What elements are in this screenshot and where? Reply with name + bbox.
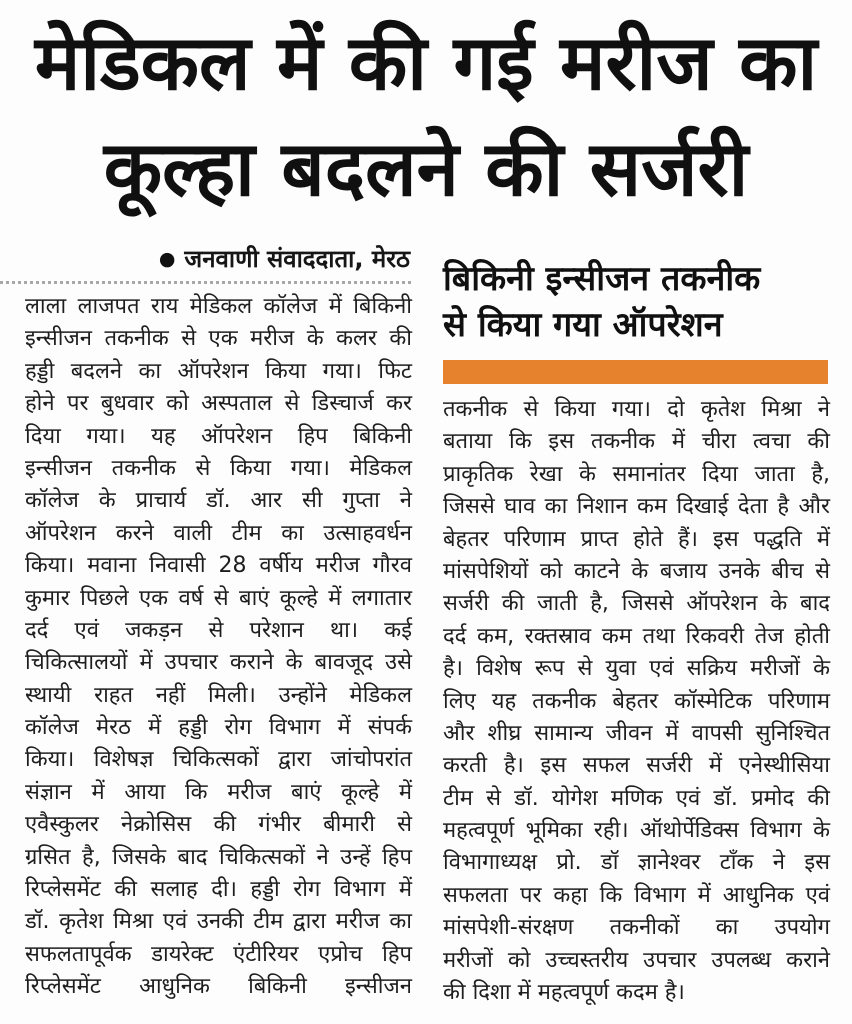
article-headline [0,10,852,222]
text-line: करती है। इस सफल सर्जरी में एनेस्थीसिया [443,753,830,779]
text-line: संज्ञान में आया कि मरीज बाएं कूल्हे में [25,779,412,805]
text-line: मांसपेशियों को काटने के बजाय उनके बीच से [443,558,830,584]
text-line: डॉ. कृतेश मिश्रा एवं उनकी टीम द्वारा मरीज का [25,909,412,935]
text-line: सफलता पर कहा कि विभाग में आधुनिक एवं [443,882,830,908]
byline-text: जनवाणी संवाददाता, मेरठ [184,245,410,273]
text-line: किया। मवाना निवासी 28 वर्षीय मरीज गौरव [25,553,412,579]
text-line: होने पर बुधवार को अस्पताल से डिस्चार्ज कर [25,391,412,417]
text-line: जिससे घाव का निशान कम दिखाई देता है और [443,494,830,520]
text-line: टीम से डॉ. योगेश मणिक एवं डॉ. प्रमोद की [443,785,830,811]
text-line: कॉलेज मेरठ में हड्डी रोग विभाग में संपर्क [25,715,412,741]
text-line: स्थायी राहत नहीं मिली। उन्होंने मेडिकल [25,682,412,708]
text-line: लिए यह तकनीक बेहतर कॉस्मेटिक परिणाम [443,688,830,714]
text-line: मांसपेशी-संरक्षण तकनीकों का उपयोग [443,915,830,941]
text-line: ग्रसित है, जिसके बाद चिकित्सकों ने उन्हें हिप [25,844,412,870]
right-column [443,256,830,1009]
text-line: मरीजों को उच्चस्तरीय उपचार उपलब्ध कराने [443,947,830,973]
headline-line-2: कूल्हा बदलने की सर्जरी [103,124,749,213]
text-line: कुमार पिछले एक वर्ष से बाएं कूल्हे में लगातार [25,585,412,611]
byline-divider [0,281,411,284]
text-line: विभागाध्यक्ष प्रो. डॉ ज्ञानेश्वर टाँक ने इस [443,850,830,876]
text-line: तकनीक से किया गया। दो कृतेश मिश्रा ने [443,397,830,422]
text-line: एवैस्कुलर नेक्रोसिस की गंभीर बीमारी से [25,812,412,838]
left-column [25,291,412,1004]
subheadline-line-2: से किया गया ऑपरेशन [443,305,723,345]
text-line: बताया कि इस तकनीक में चीरा त्वचा की [443,429,830,455]
text-line: महत्वपूर्ण भूमिका रही। ऑथोर्पेडिक्स विभाग के [443,818,830,844]
text-line: इन्सीजन तकनीक से किया गया। मेडिकल [25,455,412,481]
article-body-left [25,291,412,1004]
text-line: लाला लाजपत राय मेडिकल कॉलेज में बिकिनी [25,294,412,319]
text-line: रिप्लेसमेंट आधुनिक बिकिनी इन्सीजन [25,974,412,1000]
article-body-right [443,394,830,1009]
subheadline [443,256,830,348]
text-line: दर्द एवं जकड़न से परेशान था। कई [25,617,412,643]
text-line: हड्डी बदलने का ऑपरेशन किया गया। फिट [25,358,412,384]
text-line: सर्जरी की जाती है, जिससे ऑपरेशन के बाद [443,591,830,617]
text-line: और शीघ्र सामान्य जीवन में वापसी सुनिश्चित [443,720,830,746]
text-line: ऑपरेशन करने वाली टीम का उत्साहवर्धन [25,520,412,546]
text-line: सफलतापूर्वक डायरेक्ट एंटीरियर एप्रोच हिप [25,941,412,967]
headline-line-1: मेडिकल में की गई मरीज का [34,18,818,107]
text-line: चिकित्सालयों में उपचार कराने के बावजूद उसे [25,650,412,676]
text-line: इन्सीजन तकनीक से एक मरीज के कलर की [25,326,412,352]
text-line: दर्द कम, रक्तस्राव कम तथा रिकवरी तेज होती [443,623,830,649]
text-line: किया। विशेषज्ञ चिकित्सकों द्वारा जांचोपरांत [25,747,412,773]
text-line: रिप्लेसमेंट की सलाह दी। हड्डी रोग विभाग में [25,877,412,903]
text-line: प्राकृतिक रेखा के समानांतर दिया जाता है, [443,461,830,487]
bullet-icon: ● [158,248,176,270]
text-line: है। विशेष रूप से युवा एवं सक्रिय मरीजों के [443,656,830,682]
text-line: की दिशा में महत्वपूर्ण कदम है। [443,980,685,1006]
subheadline-line-1: बिकिनी इन्सीजन तकनीक [443,259,761,299]
text-line: दिया गया। यह ऑपरेशन हिप बिकिनी [25,423,412,449]
byline [18,242,410,275]
accent-bar [443,360,828,384]
text-line: बेहतर परिणाम प्राप्त होते हैं। इस पद्धति में [443,526,830,552]
text-line: कॉलेज के प्राचार्य डॉ. आर सी गुप्ता ने [25,488,412,514]
